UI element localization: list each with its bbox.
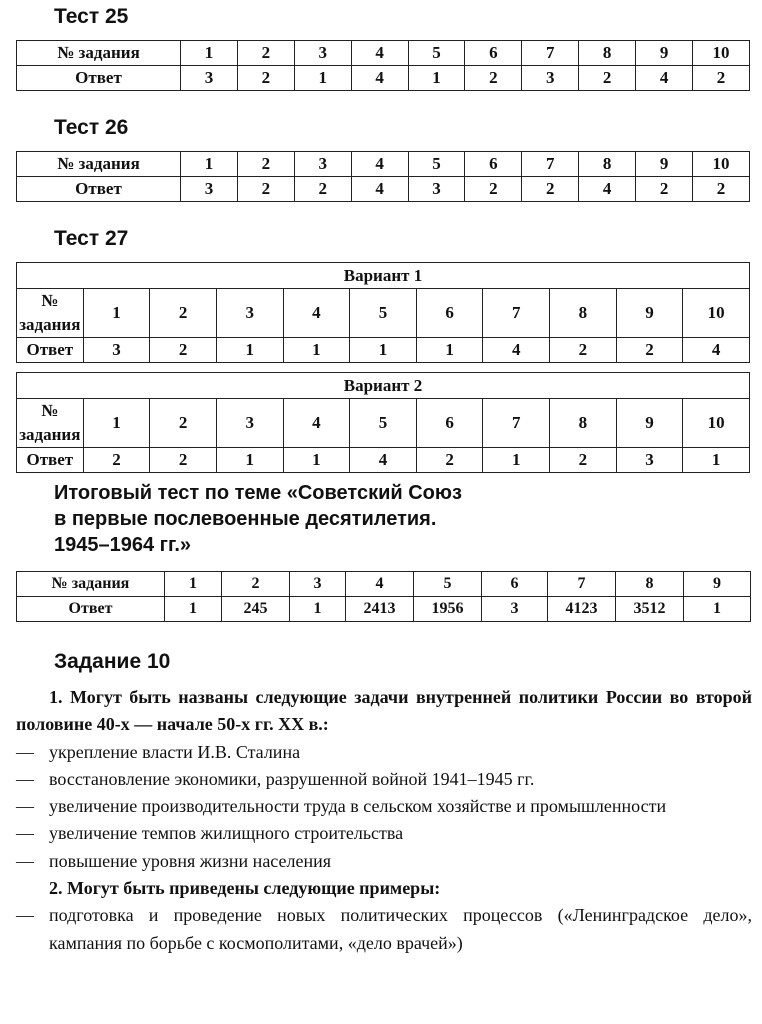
final-test-title-line: 1945–1964 гг.» xyxy=(54,534,192,556)
answer-cell: 2 xyxy=(550,338,617,363)
answer-cell: 3 xyxy=(522,66,579,91)
answer-cell: 4 xyxy=(683,338,750,363)
task-10-body xyxy=(16,684,752,957)
dash-bullet: — xyxy=(16,905,34,926)
test-27-variant-1-table xyxy=(16,262,750,363)
part-2-heading: 2. Могут быть приведены следующие примеры: xyxy=(49,878,441,899)
answer-cell: 2 xyxy=(416,448,483,473)
answer-cell: 4 xyxy=(350,448,417,473)
task-number: 4 xyxy=(283,289,350,338)
answer-cell: 3 xyxy=(181,66,238,91)
task-number: 3 xyxy=(216,289,283,338)
task-number: 1 xyxy=(181,41,238,66)
task-number: 6 xyxy=(465,152,522,177)
row-label: № задания xyxy=(17,289,84,338)
final-test-title-line: Итоговый тест по теме «Советский Союз xyxy=(54,482,462,504)
test-27-title: Тест 27 xyxy=(54,227,129,250)
task-number: 6 xyxy=(416,289,483,338)
answer-cell: 1 xyxy=(294,66,351,91)
answer-cell: 2413 xyxy=(346,597,414,622)
task-number: 4 xyxy=(351,41,408,66)
answer-cell: 2 xyxy=(636,177,693,202)
task-number: 5 xyxy=(350,289,417,338)
task-number: 7 xyxy=(483,399,550,448)
task-number: 8 xyxy=(550,289,617,338)
task-number: 2 xyxy=(237,152,294,177)
answer-row xyxy=(17,597,751,622)
answer-cell: 2 xyxy=(693,177,750,202)
dash-bullet: — xyxy=(16,768,34,789)
task-number: 3 xyxy=(290,572,346,597)
answer-cell: 2 xyxy=(83,448,150,473)
answer-cell: 2 xyxy=(465,177,522,202)
task-number: 3 xyxy=(294,41,351,66)
answer-cell: 1 xyxy=(483,448,550,473)
list-item xyxy=(16,793,752,820)
task-number: 3 xyxy=(216,399,283,448)
task-number: 9 xyxy=(616,289,683,338)
task-number: 7 xyxy=(548,572,616,597)
task-number: 4 xyxy=(283,399,350,448)
task-number-row xyxy=(17,41,750,66)
task-number: 5 xyxy=(408,152,465,177)
task-number: 6 xyxy=(482,572,548,597)
answer-cell: 1 xyxy=(416,338,483,363)
final-test-title-line: в первые послевоенные десятилетия. xyxy=(54,508,437,530)
task-number: 9 xyxy=(616,399,683,448)
task-number: 10 xyxy=(683,289,750,338)
task-number: 7 xyxy=(483,289,550,338)
answer-row xyxy=(17,66,750,91)
row-label: Ответ xyxy=(17,448,84,473)
task-number-row xyxy=(17,152,750,177)
list-item-text: восстановление экономики, разрушенной войной 1941–1945 гг. xyxy=(49,768,535,789)
test-25-answer-table xyxy=(16,40,750,91)
task-number-row xyxy=(17,572,751,597)
task-number: 5 xyxy=(350,399,417,448)
final-test-answer-table xyxy=(16,571,751,622)
task-number: 2 xyxy=(222,572,290,597)
task-number-row xyxy=(17,289,750,338)
answer-cell: 1 xyxy=(350,338,417,363)
answer-cell: 1 xyxy=(165,597,222,622)
row-label: № задания xyxy=(17,152,181,177)
task-number: 2 xyxy=(150,289,217,338)
task-number: 10 xyxy=(693,41,750,66)
answer-cell: 2 xyxy=(465,66,522,91)
answer-cell: 3 xyxy=(616,448,683,473)
list-item xyxy=(16,848,752,875)
answer-cell: 245 xyxy=(222,597,290,622)
answer-cell: 3 xyxy=(83,338,150,363)
row-label: № задания xyxy=(17,572,165,597)
answer-cell: 3 xyxy=(181,177,238,202)
answer-cell: 2 xyxy=(616,338,683,363)
answer-row xyxy=(17,177,750,202)
list-item xyxy=(16,739,752,766)
task-number: 6 xyxy=(416,399,483,448)
answer-cell: 2 xyxy=(522,177,579,202)
answer-cell: 1 xyxy=(408,66,465,91)
answer-cell: 1 xyxy=(283,338,350,363)
final-test-title xyxy=(54,480,462,558)
row-label: № задания xyxy=(17,399,84,448)
answer-cell: 2 xyxy=(237,66,294,91)
answer-cell: 1 xyxy=(683,448,750,473)
list-item xyxy=(16,820,752,847)
task-number: 8 xyxy=(550,399,617,448)
variant-row xyxy=(17,263,750,289)
variant-label: Вариант 2 xyxy=(17,373,750,399)
variant-label: Вариант 1 xyxy=(17,263,750,289)
list-item-text: увеличение темпов жилищного строительства xyxy=(49,823,404,844)
answer-cell: 2 xyxy=(294,177,351,202)
task-number-row xyxy=(17,399,750,448)
task-number: 8 xyxy=(579,152,636,177)
row-label: Ответ xyxy=(17,597,165,622)
test-26-title: Тест 26 xyxy=(54,116,129,139)
task-number: 7 xyxy=(522,152,579,177)
answer-cell: 2 xyxy=(693,66,750,91)
task-number: 9 xyxy=(636,152,693,177)
list-item-text: укрепление власти И.В. Сталина xyxy=(49,741,301,762)
answer-cell: 4 xyxy=(483,338,550,363)
row-label: № задания xyxy=(17,41,181,66)
task-number: 1 xyxy=(83,399,150,448)
task-number: 5 xyxy=(414,572,482,597)
answer-cell: 1 xyxy=(216,448,283,473)
row-label: Ответ xyxy=(17,177,181,202)
answer-cell: 1 xyxy=(290,597,346,622)
task-number: 10 xyxy=(683,399,750,448)
task-number: 3 xyxy=(294,152,351,177)
task-number: 10 xyxy=(693,152,750,177)
answer-cell: 4 xyxy=(351,177,408,202)
answer-cell: 3512 xyxy=(616,597,684,622)
task-number: 2 xyxy=(237,41,294,66)
part-1-heading: 1. Могут быть названы следующие задачи внутренней политики России во второй половине 40-х — начале 50-х гг. XX в.: xyxy=(16,687,752,735)
task-number: 1 xyxy=(83,289,150,338)
dash-bullet: — xyxy=(16,823,34,844)
list-item-text: повышение уровня жизни населения xyxy=(49,850,332,871)
list-item xyxy=(16,766,752,793)
answer-cell: 3 xyxy=(408,177,465,202)
answer-cell: 1 xyxy=(283,448,350,473)
answer-cell: 4123 xyxy=(548,597,616,622)
task-number: 1 xyxy=(165,572,222,597)
answer-cell: 2 xyxy=(579,66,636,91)
answer-cell: 1956 xyxy=(414,597,482,622)
task-number: 9 xyxy=(684,572,751,597)
variant-row xyxy=(17,373,750,399)
answer-row xyxy=(17,448,750,473)
row-label: Ответ xyxy=(17,338,84,363)
task-10-title: Задание 10 xyxy=(54,650,171,673)
answer-cell: 2 xyxy=(237,177,294,202)
list-item-text: подготовка и проведение новых политических процессов («Ленинградское дело», кампания по борьбе с космополитами, «дело врачей») xyxy=(49,905,752,953)
task-number: 8 xyxy=(579,41,636,66)
answer-cell: 2 xyxy=(150,448,217,473)
task-number: 1 xyxy=(181,152,238,177)
answer-cell: 1 xyxy=(216,338,283,363)
test-26-answer-table xyxy=(16,151,750,202)
dash-bullet: — xyxy=(16,741,34,762)
task-number: 5 xyxy=(408,41,465,66)
task-number: 9 xyxy=(636,41,693,66)
answer-cell: 2 xyxy=(150,338,217,363)
test-25-title: Тест 25 xyxy=(54,5,129,28)
task-number: 7 xyxy=(522,41,579,66)
dash-bullet: — xyxy=(16,850,34,871)
answer-cell: 4 xyxy=(351,66,408,91)
task-number: 4 xyxy=(346,572,414,597)
dash-bullet: — xyxy=(16,796,34,817)
answer-cell: 4 xyxy=(636,66,693,91)
test-27-variant-2-table xyxy=(16,372,750,473)
answer-cell: 2 xyxy=(550,448,617,473)
answer-cell: 4 xyxy=(579,177,636,202)
answer-cell: 1 xyxy=(684,597,751,622)
answer-row xyxy=(17,338,750,363)
task-number: 2 xyxy=(150,399,217,448)
list-item xyxy=(16,902,752,957)
task-number: 6 xyxy=(465,41,522,66)
task-number: 4 xyxy=(351,152,408,177)
answer-cell: 3 xyxy=(482,597,548,622)
task-number: 8 xyxy=(616,572,684,597)
row-label: Ответ xyxy=(17,66,181,91)
list-item-text: увеличение производительности труда в сельском хозяйстве и промышленности xyxy=(49,796,667,817)
